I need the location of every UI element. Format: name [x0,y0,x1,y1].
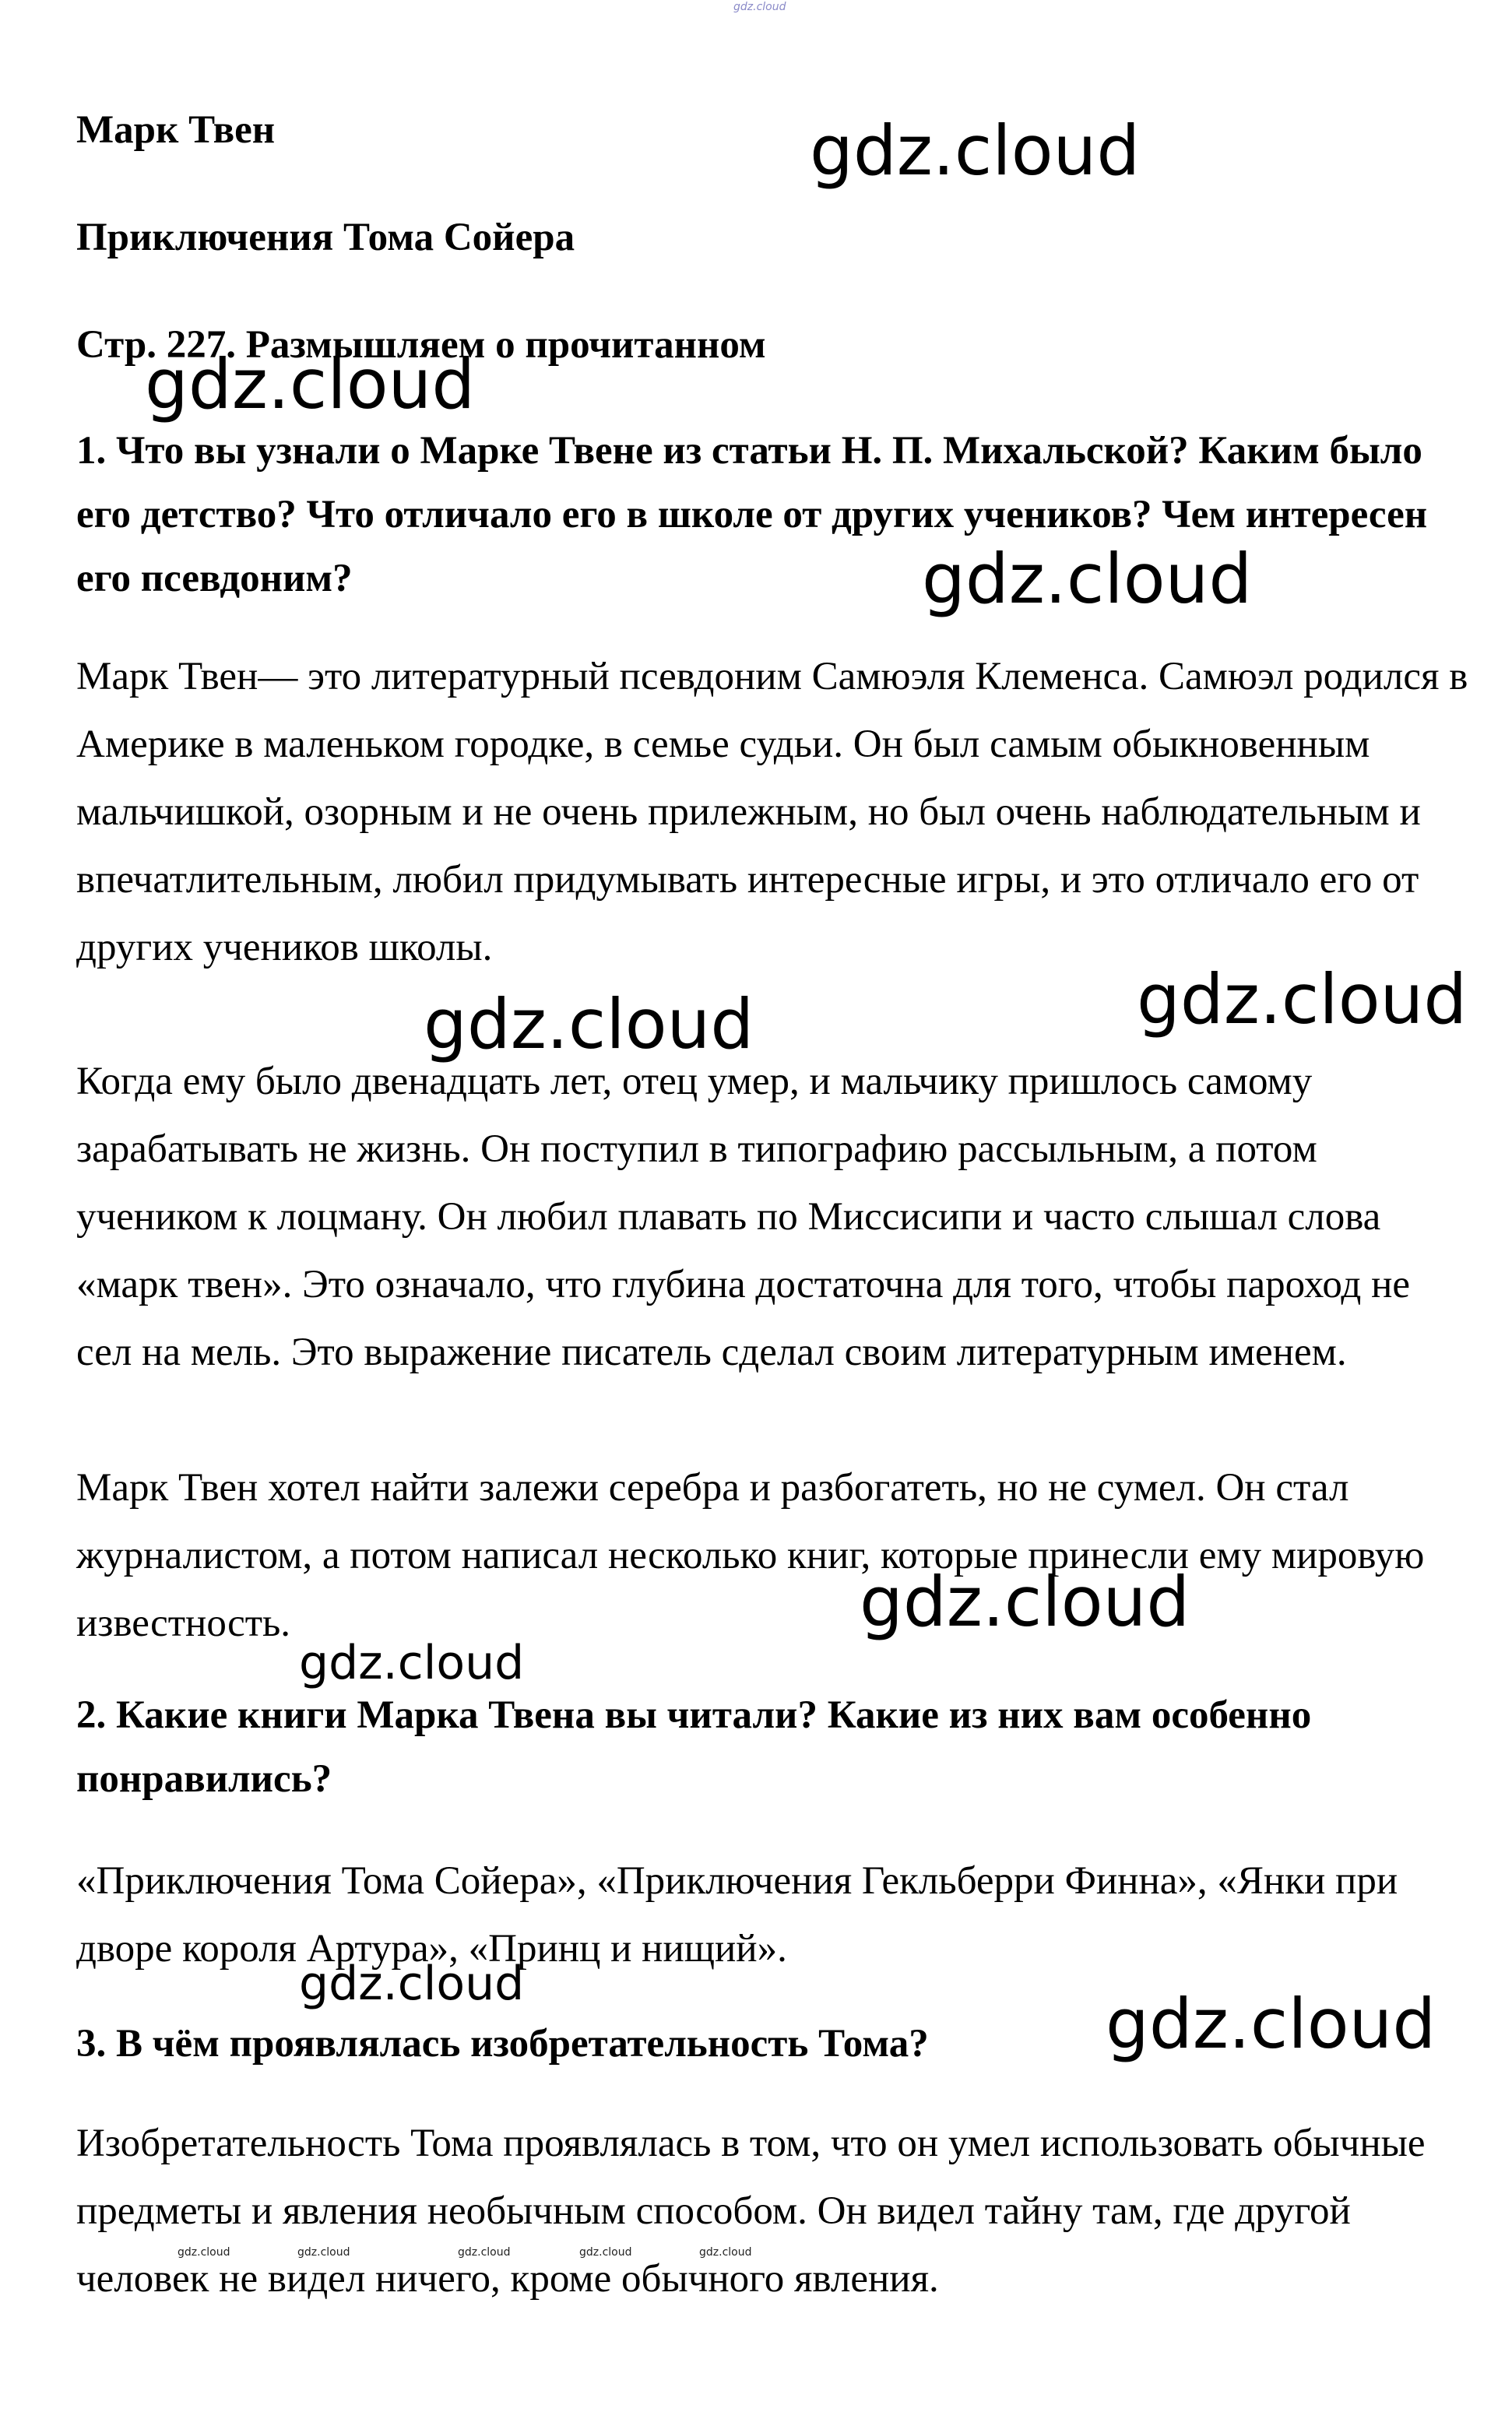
watermark: gdz.cloud [299,1957,525,2011]
watermark-small: gdz.cloud [699,2246,752,2259]
watermark: gdz.cloud [424,984,754,1064]
answer-1-paragraph-1: Марк Твен— это литературный псевдоним Самюэля Клеменса. Самюэл родился в Америке в маленьком городке, в семье судьи. Он был самым обыкновенным мальчишкой, озорным и не очень прилежным, но был очень наблюдательным и впечатлительным, любил придумывать интересные игры, и это отличало его от других учеников школы. [76,655,1468,969]
question-2: 2. Какие книги Марка Твена вы читали? Какие из них вам особенно понравились? [76,1693,1312,1801]
answer-2: «Приключения Тома Сойера», «Приключения Гекльберри Финна», «Янки при дворе короля Артура», «Принц и нищий». [76,1859,1398,1971]
watermark: gdz.cloud [1106,1984,1436,2064]
watermark: gdz.cloud [922,539,1253,619]
watermark-small: gdz.cloud [579,2246,632,2259]
question-1: 1. Что вы узнали о Марке Твене из статьи Н. П. Михальской? Каким было его детство? Что отличало его в школе от других учеников? Чем интересен его псевдоним? [76,429,1428,600]
watermark: gdz.cloud [860,1562,1190,1642]
watermark: gdz.cloud [1137,959,1468,1039]
book-title-heading: Приключения Тома Сойера [76,216,575,259]
watermark: gdz.cloud [299,1636,525,1690]
watermark-top: gdz.cloud [733,1,786,13]
watermark-small: gdz.cloud [458,2246,511,2259]
section-title-heading: Стр. 227. Размышляем о прочитанном [76,323,766,367]
answer-3: Изобретательность Тома проявлялась в том, что он умел использовать обычные предметы и явления необычным способом. Он видел тайну там, где другой человек не видел ничего, кроме обычного явления. [76,2122,1426,2301]
watermark: gdz.cloud [145,344,476,424]
watermark-small: gdz.cloud [297,2246,350,2259]
answer-1-paragraph-3: Марк Твен хотел найти залежи серебра и разбогатеть, но не сумел. Он стал журналистом, а потом написал несколько книг, которые принесли ему мировую известность. [76,1466,1425,1645]
answer-1-paragraph-2: Когда ему было двенадцать лет, отец умер, и мальчику пришлось самому зарабатывать не жизнь. Он поступил в типографию рассыльным, а потом учеником к лоцману. Он любил плавать по Миссисипи и часто слышал слова «марк твен». Это означало, что глубина достаточна для того, чтобы пароход не сел на мель. Это выражение писатель сделал своим литературным именем. [76,1060,1411,1374]
watermark-small: gdz.cloud [178,2246,230,2259]
question-3: 3. В чём проявлялась изобретательность Тома? [76,2022,929,2066]
watermark: gdz.cloud [810,111,1141,191]
author-heading: Марк Твен [76,108,276,152]
